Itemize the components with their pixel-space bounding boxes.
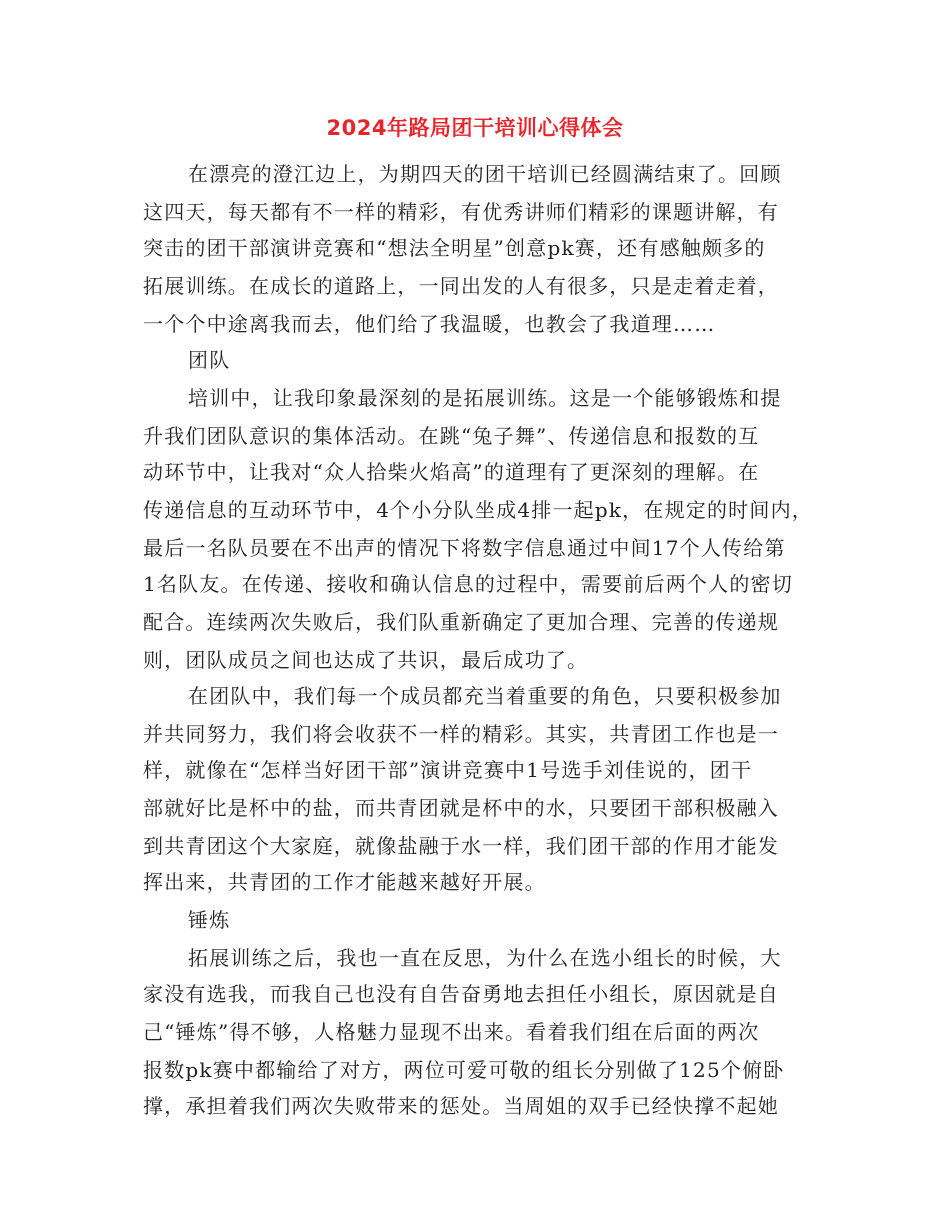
- paragraph-line: 1名队友。在传递、接收和确认信息的过程中，需要前后两个人的密切: [143, 572, 793, 596]
- paragraph-line: 在团队中，我们每一个成员都充当着重要的角色，只要积极参加: [188, 684, 782, 708]
- section-heading: 团队: [188, 348, 231, 372]
- paragraph-line: 一个个中途离我而去，他们给了我温暖，也教会了我道理……: [143, 312, 716, 336]
- paragraph-line: 动环节中，让我对“众人拾柴火焰高”的道理有了更深刻的理解。在: [143, 460, 760, 484]
- paragraph-line: 拓展训练。在成长的道路上，一同出发的人有很多，只是走着走着，: [143, 274, 779, 298]
- section-heading: 锤炼: [188, 908, 231, 932]
- paragraph-line: 培训中，让我印象最深刻的是拓展训练。这是一个能够锻炼和提: [188, 386, 782, 410]
- paragraph-line: 升我们团队意识的集体活动。在跳“兔子舞”、传递信息和报数的互: [143, 424, 760, 448]
- paragraph-line: 家没有选我，而我自己也没有自告奋勇地去担任小组长，原因就是自: [143, 982, 779, 1006]
- paragraph-line: 挥出来，共青团的工作才能越来越好开展。: [143, 870, 546, 894]
- paragraph-line: 并共同努力，我们将会收获不一样的精彩。其实，共青团工作也是一: [143, 722, 779, 746]
- paragraph-line: 最后一名队员要在不出声的情况下将数字信息通过中间17个人传给第: [143, 536, 786, 560]
- paragraph-line: 己“锤炼”得不够，人格魅力显现不出来。看着我们组在后面的两次: [143, 1020, 760, 1044]
- paragraph-line: 撑，承担着我们两次失败带来的惩处。当周姐的双手已经快撑不起她: [143, 1094, 779, 1118]
- paragraph-line: 配合。连续两次失败后，我们队重新确定了更加合理、完善的传递规: [143, 610, 779, 634]
- paragraph-line: 报数pk赛中都输给了对方，两位可爱可敬的组长分别做了125个俯卧: [143, 1058, 785, 1082]
- paragraph-line: 到共青团这个大家庭，就像盐融于水一样，我们团干部的作用才能发: [143, 834, 779, 858]
- paragraph-line: 突击的团干部演讲竞赛和“想法全明星”创意pk赛，还有感触颇多的: [143, 236, 766, 260]
- paragraph-line: 部就好比是杯中的盐，而共青团就是杯中的水，只要团干部积极融入: [143, 796, 779, 820]
- paragraph-line: 样，就像在“怎样当好团干部”演讲竞赛中1号选手刘佳说的，团干: [143, 758, 753, 782]
- paragraph-line: 这四天，每天都有不一样的精彩，有优秀讲师们精彩的课题讲解，有: [143, 200, 779, 224]
- paragraph-line: 在漂亮的澄江边上，为期四天的团干培训已经圆满结束了。回顾: [188, 162, 782, 186]
- paragraph-line: 则，团队成员之间也达成了共识，最后成功了。: [143, 648, 589, 672]
- document-title: 2024年路局团干培训心得体会: [326, 116, 624, 140]
- paragraph-line: 传递信息的互动环节中，4个小分队坐成4排一起pk，在规定的时间内，: [143, 498, 813, 522]
- paragraph-line: 拓展训练之后，我也一直在反思，为什么在选小组长的时候，大: [188, 946, 782, 970]
